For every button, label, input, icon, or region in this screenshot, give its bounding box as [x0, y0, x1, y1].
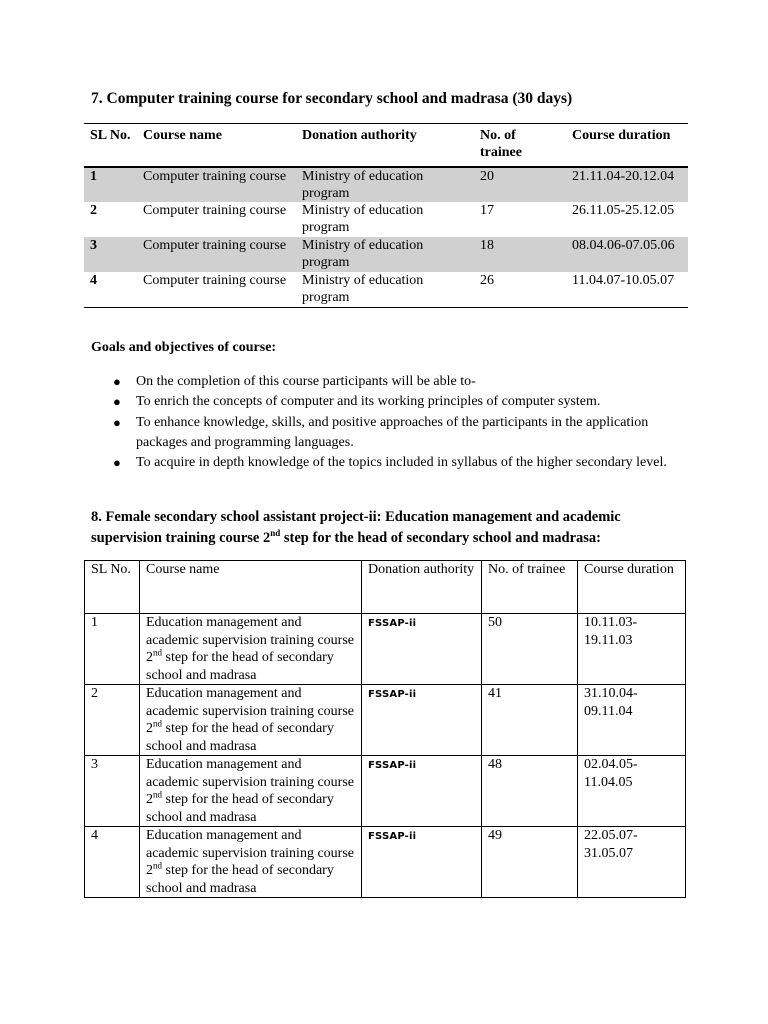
- course-duration-cell: 22.05.07-31.05.07: [578, 827, 686, 898]
- column-header-donation-authority: Donation authority: [362, 561, 482, 614]
- course-name-text: Education management and academic supervision training course 2: [146, 757, 354, 807]
- column-header-course-name: Course name: [140, 561, 362, 614]
- column-header-sl: SL No.: [85, 561, 140, 614]
- trainee-count-cell: 20: [474, 167, 566, 202]
- course-name-text: Education management and academic supervision training course 2: [146, 615, 354, 665]
- table-row: [84, 167, 688, 202]
- trainee-count-cell: 50: [482, 614, 578, 685]
- sl-cell: 3: [84, 237, 137, 272]
- course-duration-cell: 02.04.05-11.04.05: [578, 756, 686, 827]
- section-8-heading: [91, 507, 671, 549]
- donation-authority-cell: Ministry of education program: [296, 272, 474, 307]
- course-name-cell: Computer training course: [143, 203, 287, 218]
- donation-authority-text: FSSAP-ii: [368, 760, 417, 771]
- superscript: nd: [153, 647, 162, 658]
- table-header-row: [85, 561, 686, 614]
- list-item: [113, 372, 683, 392]
- course-duration-cell: 26.11.05-25.12.05: [572, 203, 675, 218]
- goals-list: [113, 372, 683, 473]
- bullet-icon: ●: [113, 394, 121, 410]
- bullet-text: To enhance knowledge, skills, and positive approaches of the participants in the application packages and programming languages.: [136, 414, 649, 450]
- donation-authority-cell: [362, 756, 482, 827]
- trainee-count-cell: 41: [482, 685, 578, 756]
- column-header-duration: Course duration: [566, 124, 688, 168]
- trainee-count-cell: 18: [474, 237, 566, 272]
- superscript: nd: [153, 789, 162, 800]
- donation-authority-cell: [362, 827, 482, 898]
- donation-authority-cell: [362, 685, 482, 756]
- table-body: [84, 167, 688, 307]
- course-duration-cell: 08.04.06-07.05.06: [566, 237, 688, 272]
- sl-cell: 2: [85, 685, 140, 756]
- course-name-cell: [140, 756, 362, 827]
- course-duration-cell: 31.10.04-09.11.04: [578, 685, 686, 756]
- donation-authority-cell: Ministry of education program: [296, 237, 474, 272]
- course-name-text-end: step for the head of secondary school and madrasa: [146, 721, 334, 754]
- donation-authority-cell: [362, 614, 482, 685]
- table-row: [84, 237, 688, 272]
- donation-authority-cell: Ministry of education program: [296, 167, 474, 202]
- bullet-icon: ●: [113, 374, 121, 389]
- section-7-heading: 7. Computer training course for secondary school and madrasa (30 days): [91, 90, 573, 107]
- course-duration-cell: 11.04.07-10.05.07: [566, 272, 688, 307]
- course-name-cell: Computer training course: [137, 272, 296, 307]
- course-name-cell: [140, 685, 362, 756]
- table-row: [85, 756, 686, 827]
- course-name-text-end: step for the head of secondary school and madrasa: [146, 650, 334, 683]
- column-header-duration: Course duration: [578, 561, 686, 614]
- table-row: [85, 685, 686, 756]
- trainee-count-cell: 48: [482, 756, 578, 827]
- column-header-trainees: No. of trainee: [482, 561, 578, 614]
- bullet-text: On the completion of this course participants will be able to-: [136, 374, 476, 389]
- course-duration-cell: 10.11.03-19.11.03: [578, 614, 686, 685]
- trainee-count-cell: 49: [482, 827, 578, 898]
- donation-authority-text: FSSAP-ii: [368, 689, 417, 700]
- bullet-text: To acquire in depth knowledge of the topics included in syllabus of the higher secondary level.: [136, 455, 667, 471]
- list-item: [113, 392, 683, 412]
- sl-cell: 4: [84, 272, 137, 307]
- bullet-icon: ●: [113, 414, 121, 430]
- sl-cell: 1: [85, 614, 140, 685]
- superscript: nd: [153, 860, 162, 871]
- course-name-text: Education management and academic supervision training course 2: [146, 686, 354, 736]
- sl-cell: 2: [90, 203, 97, 218]
- table-row: [85, 827, 686, 898]
- trainee-count-cell: 26: [474, 272, 566, 307]
- table-body: [85, 614, 686, 898]
- list-item: [113, 453, 683, 473]
- superscript: nd: [153, 718, 162, 729]
- column-header-sl: SL No.: [84, 124, 137, 168]
- computer-training-table: [84, 123, 688, 308]
- donation-authority-cell: Ministry of education program: [302, 203, 424, 235]
- course-name-text-end: step for the head of secondary school and madrasa: [146, 792, 334, 825]
- bullet-text: To enrich the concepts of computer and its working principles of computer system.: [136, 394, 601, 410]
- table-header-row: [84, 124, 688, 168]
- table-row: [84, 202, 688, 237]
- bullet-icon: ●: [113, 455, 121, 471]
- table-row: [84, 272, 688, 307]
- column-header-trainees: No. of trainee: [474, 124, 566, 168]
- table-row: [85, 614, 686, 685]
- sl-cell: 4: [85, 827, 140, 898]
- section-8-heading-text-end: step for the head of secondary school and madrasa:: [280, 530, 602, 546]
- column-header-course-name: Course name: [137, 124, 296, 168]
- sl-cell: 3: [85, 756, 140, 827]
- trainee-count-cell: 17: [480, 203, 494, 218]
- course-name-cell: [140, 827, 362, 898]
- section-8-heading-text: 8. Female secondary school assistant project-ii: Education management and academic supervision training course 2: [91, 509, 621, 546]
- course-duration-cell: 21.11.04-20.12.04: [566, 167, 688, 202]
- course-name-text-end: step for the head of secondary school and madrasa: [146, 863, 334, 896]
- donation-authority-text: FSSAP-ii: [368, 831, 417, 842]
- sl-cell: 1: [84, 167, 137, 202]
- course-name-text: Education management and academic supervision training course 2: [146, 828, 354, 878]
- superscript: nd: [270, 528, 281, 539]
- column-header-donation-authority: Donation authority: [296, 124, 474, 168]
- course-name-cell: [140, 614, 362, 685]
- education-management-table: [84, 560, 686, 898]
- goals-heading: Goals and objectives of course:: [91, 340, 277, 355]
- donation-authority-text: FSSAP-ii: [368, 618, 417, 629]
- course-name-cell: Computer training course: [137, 237, 296, 272]
- course-name-cell: Computer training course: [137, 167, 296, 202]
- list-item: [113, 413, 683, 454]
